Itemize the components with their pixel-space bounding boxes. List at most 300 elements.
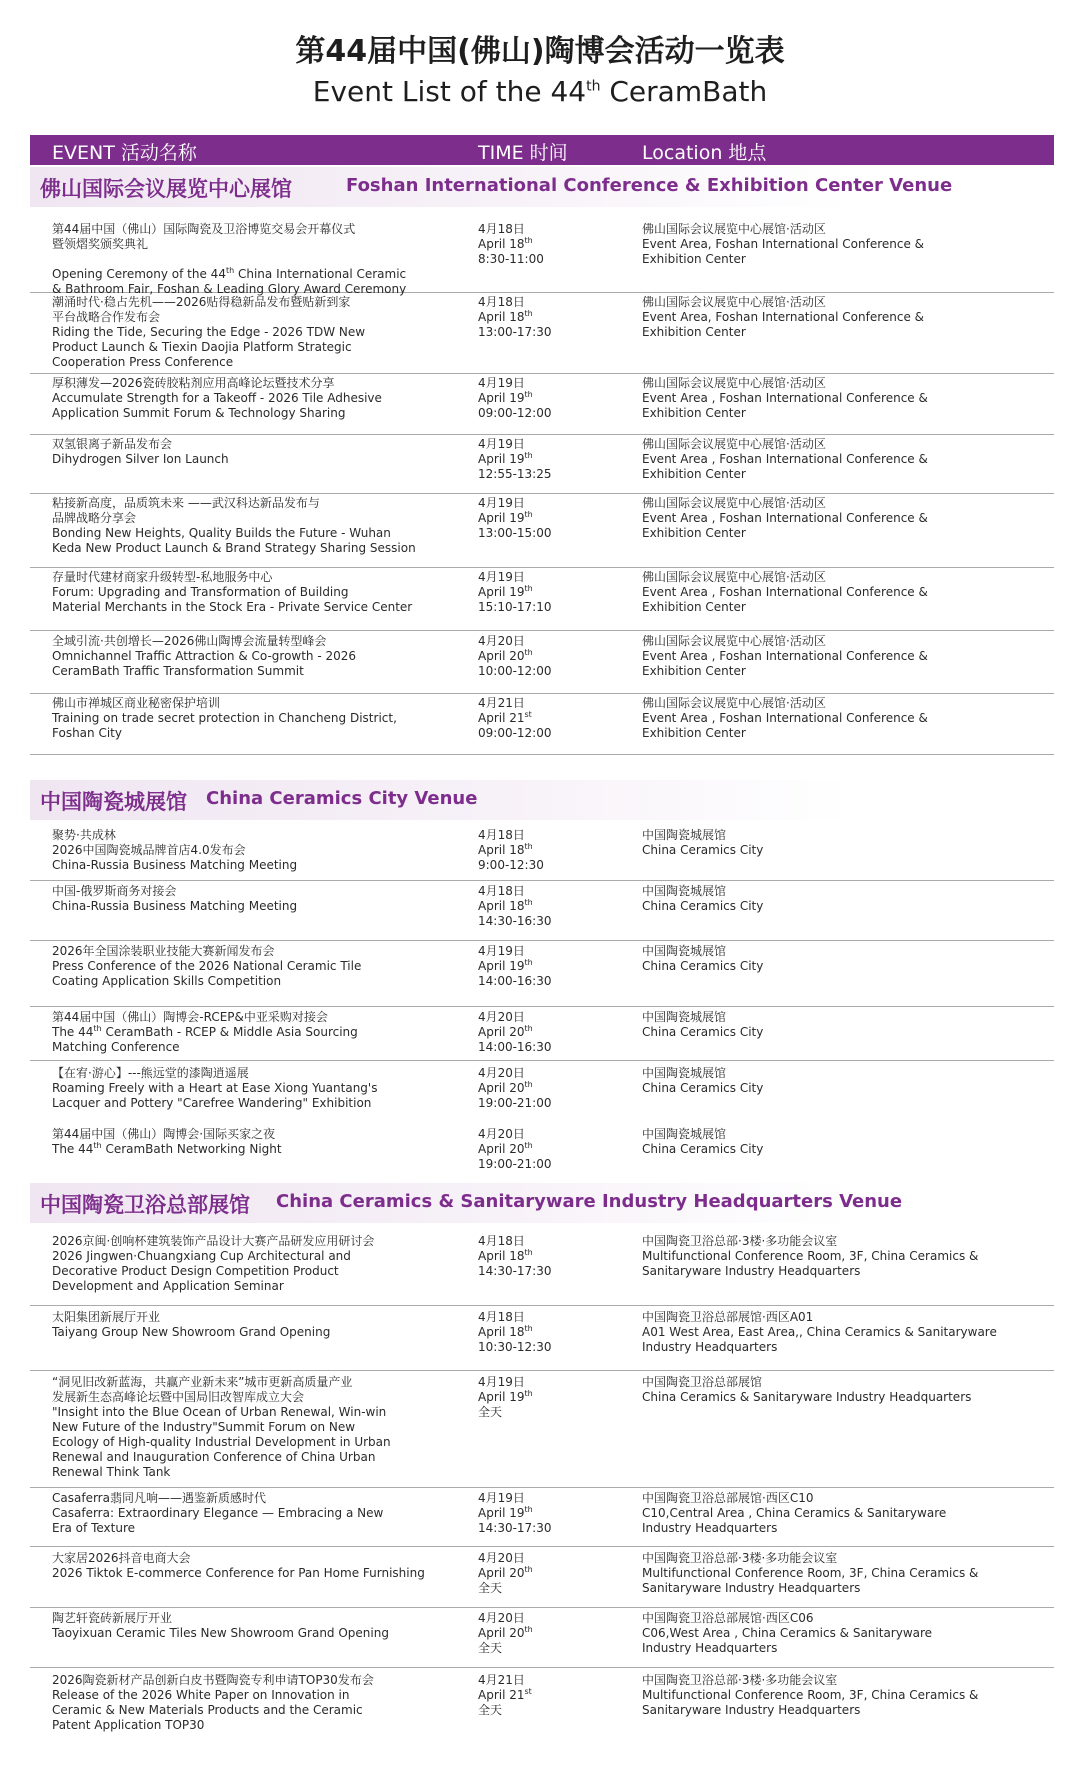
event-time bbox=[478, 295, 628, 340]
event-location-line: 中国陶瓷城展馆 bbox=[642, 828, 727, 842]
event-title-line: Casaferra翡同凡响——遇鉴新质感时代 bbox=[52, 1491, 266, 1505]
event-title-line: 平台战略合作发布会 bbox=[52, 310, 161, 324]
event-title-line: Renewal and Inauguration Conference of China Urban bbox=[52, 1450, 376, 1464]
header-location: Location 地点 bbox=[642, 142, 767, 164]
event-location-line: China Ceramics & Sanitaryware Industry Headquarters bbox=[642, 1390, 972, 1404]
event-title bbox=[52, 222, 442, 297]
text-fragment: April 19 bbox=[478, 391, 525, 405]
event-title-line: "Insight into the Blue Ocean of Urban Renewal, Win-win bbox=[52, 1405, 387, 1419]
event-time-line: 4月19日 bbox=[478, 570, 525, 584]
event-title bbox=[52, 1066, 442, 1111]
event-location-line: China Ceramics City bbox=[642, 959, 764, 973]
event-location-line: Exhibition Center bbox=[642, 664, 746, 678]
event-title-line: Foshan City bbox=[52, 726, 122, 740]
event-time-line bbox=[478, 711, 628, 726]
ordinal-superscript: th bbox=[524, 1625, 533, 1634]
event-location bbox=[642, 295, 1052, 340]
text-fragment: April 19 bbox=[478, 1390, 525, 1404]
event-title-line: Dihydrogen Silver Ion Launch bbox=[52, 452, 229, 466]
event-location-line: 中国陶瓷卫浴总部·3楼·多功能会议室 bbox=[642, 1673, 838, 1687]
event-location bbox=[642, 496, 1052, 541]
text-fragment: April 18 bbox=[478, 843, 525, 857]
table-row bbox=[30, 634, 1054, 694]
event-title-line: 2026 Jingwen·Chuangxiang Cup Architectural and bbox=[52, 1249, 351, 1263]
event-title-line: Ecology of High-quality Industrial Development in Urban bbox=[52, 1435, 391, 1449]
event-time bbox=[478, 884, 628, 929]
event-title-line: Matching Conference bbox=[52, 1040, 180, 1054]
table-row bbox=[30, 1234, 1054, 1306]
ordinal-superscript: th bbox=[524, 1141, 533, 1150]
table-row bbox=[30, 1375, 1054, 1488]
event-time bbox=[478, 1491, 628, 1536]
event-time bbox=[478, 222, 628, 267]
venue-title-en: China Ceramics City Venue bbox=[206, 788, 478, 809]
event-time bbox=[478, 944, 628, 989]
event-title-line: 聚势·共成林 bbox=[52, 828, 116, 842]
ordinal-superscript: th bbox=[524, 842, 533, 851]
event-location-line: Event Area, Foshan International Conference & bbox=[642, 237, 925, 251]
event-location bbox=[642, 1611, 1052, 1656]
event-title-line: Training on trade secret protection in Chancheng District, bbox=[52, 711, 397, 725]
event-location-line: Event Area , Foshan International Conference & bbox=[642, 585, 928, 599]
text-fragment: April 19 bbox=[478, 959, 525, 973]
event-title bbox=[52, 884, 442, 914]
event-time bbox=[478, 437, 628, 482]
event-title-line: 太阳集团新展厅开业 bbox=[52, 1310, 161, 1324]
event-title-line bbox=[52, 1142, 442, 1157]
ordinal-superscript: th bbox=[524, 236, 533, 245]
event-time-line: 9:00-12:30 bbox=[478, 858, 544, 872]
table-row bbox=[30, 1611, 1054, 1668]
event-time-line: 4月19日 bbox=[478, 944, 525, 958]
ordinal-superscript: th bbox=[524, 1024, 533, 1033]
text-fragment: April 20 bbox=[478, 1025, 525, 1039]
event-location-line: 中国陶瓷城展馆 bbox=[642, 884, 727, 898]
event-title-line: 中国-俄罗斯商务对接会 bbox=[52, 884, 177, 898]
event-title-line: Forum: Upgrading and Transformation of Building bbox=[52, 585, 349, 599]
table-row bbox=[30, 1066, 1054, 1124]
event-time-line bbox=[478, 310, 628, 325]
event-title-line: Decorative Product Design Competition Product bbox=[52, 1264, 339, 1278]
event-time bbox=[478, 1010, 628, 1055]
event-time-line bbox=[478, 1506, 628, 1521]
event-location-line: Sanitaryware Industry Headquarters bbox=[642, 1581, 861, 1595]
event-time-line: 4月18日 bbox=[478, 828, 525, 842]
event-time bbox=[478, 634, 628, 679]
event-title-line bbox=[52, 252, 442, 267]
event-time-line: 4月19日 bbox=[478, 496, 525, 510]
event-location-line: China Ceramics City bbox=[642, 843, 764, 857]
event-title-line: China-Russia Business Matching Meeting bbox=[52, 899, 298, 913]
table-row bbox=[30, 1310, 1054, 1371]
event-title-line bbox=[52, 267, 442, 282]
event-title bbox=[52, 1375, 442, 1480]
text-fragment: April 19 bbox=[478, 585, 525, 599]
event-time-line: 全天 bbox=[478, 1581, 503, 1595]
event-location bbox=[642, 944, 1052, 974]
event-location-line: 佛山国际会议展览中心展馆·活动区 bbox=[642, 570, 826, 584]
event-time-line: 4月18日 bbox=[478, 1310, 525, 1324]
subtitle-suffix: CeramBath bbox=[600, 75, 768, 108]
table-row bbox=[30, 1010, 1054, 1061]
ordinal-superscript: th bbox=[524, 451, 533, 460]
event-title-line: Product Launch & Tiexin Daojia Platform Strategic bbox=[52, 340, 352, 354]
event-title-line: 2026年全国涂装职业技能大赛新闻发布会 bbox=[52, 944, 275, 958]
ordinal-superscript: th bbox=[524, 1565, 533, 1574]
event-title-line: Taoyixuan Ceramic Tiles New Showroom Grand Opening bbox=[52, 1626, 389, 1640]
event-time bbox=[478, 1611, 628, 1656]
ordinal-superscript: th bbox=[524, 584, 533, 593]
event-location-line: 佛山国际会议展览中心展馆·活动区 bbox=[642, 696, 826, 710]
event-location-line: Event Area , Foshan International Conference & bbox=[642, 452, 928, 466]
event-title-line: Lacquer and Pottery "Carefree Wandering" Exhibition bbox=[52, 1096, 372, 1110]
event-title-line: Application Summit Forum & Technology Sharing bbox=[52, 406, 346, 420]
event-location-line: Industry Headquarters bbox=[642, 1340, 778, 1354]
event-title-line: New Future of the Industry"Summit Forum on New bbox=[52, 1420, 356, 1434]
table-row bbox=[30, 884, 1054, 941]
event-time bbox=[478, 1127, 628, 1172]
event-time-line: 4月21日 bbox=[478, 1673, 525, 1687]
event-time bbox=[478, 376, 628, 421]
event-time bbox=[478, 1310, 628, 1355]
event-location bbox=[642, 634, 1052, 679]
event-title-line: 全域引流·共创增长—2026佛山陶博会流量转型峰会 bbox=[52, 634, 327, 648]
event-time-line: 14:30-16:30 bbox=[478, 914, 552, 928]
table-row bbox=[30, 496, 1054, 568]
event-time-line: 4月19日 bbox=[478, 376, 525, 390]
event-location-line: Exhibition Center bbox=[642, 406, 746, 420]
event-time-line bbox=[478, 649, 628, 664]
event-title-line: 2026陶瓷新材产品创新白皮书暨陶瓷专利申请TOP30发布会 bbox=[52, 1673, 374, 1687]
event-location bbox=[642, 1310, 1052, 1355]
ordinal-superscript: th bbox=[524, 1389, 533, 1398]
event-time-line bbox=[478, 1390, 628, 1405]
event-time bbox=[478, 1066, 628, 1111]
event-time-line: 4月20日 bbox=[478, 1010, 525, 1024]
event-time bbox=[478, 1551, 628, 1596]
ordinal-superscript: th bbox=[524, 309, 533, 318]
text-fragment: April 20 bbox=[478, 1566, 525, 1580]
event-time-line: 10:30-12:30 bbox=[478, 1340, 552, 1354]
header-time: TIME 时间 bbox=[478, 142, 568, 164]
text-fragment: Opening Ceremony of the 44 bbox=[52, 267, 226, 281]
ordinal-superscript: th bbox=[93, 1024, 102, 1033]
ordinal-superscript: th bbox=[524, 898, 533, 907]
event-title bbox=[52, 1673, 442, 1733]
event-title-line: Bonding New Heights, Quality Builds the Future - Wuhan bbox=[52, 526, 391, 540]
event-title-line: Taiyang Group New Showroom Grand Opening bbox=[52, 1325, 331, 1339]
event-location-line: 中国陶瓷卫浴总部·3楼·多功能会议室 bbox=[642, 1551, 838, 1565]
event-title-line: 第44届中国（佛山）国际陶瓷及卫浴博览交易会开幕仪式 bbox=[52, 222, 356, 236]
event-time-line: 4月18日 bbox=[478, 295, 525, 309]
event-time-line: 19:00-21:00 bbox=[478, 1096, 552, 1110]
text-fragment: April 19 bbox=[478, 511, 525, 525]
event-time-line: 4月20日 bbox=[478, 1611, 525, 1625]
event-title-line: 大家居2026抖音电商大会 bbox=[52, 1551, 191, 1565]
event-time-line bbox=[478, 391, 628, 406]
ordinal-superscript: st bbox=[524, 1687, 532, 1696]
ordinal-superscript: th bbox=[524, 390, 533, 399]
event-title-line: Development and Application Seminar bbox=[52, 1279, 284, 1293]
event-title-line: & Bathroom Fair, Foshan & Leading Glory Award Ceremony bbox=[52, 282, 407, 296]
event-location-line: Multifunctional Conference Room, 3F, China Ceramics & bbox=[642, 1688, 979, 1702]
venue-ceramics-city bbox=[30, 780, 1054, 820]
event-title-line: Roaming Freely with a Heart at Ease Xiong Yuantang's bbox=[52, 1081, 378, 1095]
event-location-line: 佛山国际会议展览中心展馆·活动区 bbox=[642, 634, 826, 648]
event-location-line: Event Area , Foshan International Conference & bbox=[642, 649, 928, 663]
event-title bbox=[52, 376, 442, 421]
table-row bbox=[30, 376, 1054, 435]
event-time-line: 19:00-21:00 bbox=[478, 1157, 552, 1171]
event-title-line: 2026京闽·创响杯建筑装饰产品设计大赛产品研发应用研讨会 bbox=[52, 1234, 375, 1248]
venue-foshan bbox=[30, 167, 1054, 207]
text-fragment: April 18 bbox=[478, 1325, 525, 1339]
event-location-line: 中国陶瓷卫浴总部展馆·西区A01 bbox=[642, 1310, 814, 1324]
event-title-line: Coating Application Skills Competition bbox=[52, 974, 282, 988]
event-title-line: “洞见旧改新蓝海，共赢产业新未来”城市更新高质量产业 bbox=[52, 1375, 353, 1389]
event-location bbox=[642, 437, 1052, 482]
text-fragment: April 21 bbox=[478, 1688, 525, 1702]
event-time-line: 14:30-17:30 bbox=[478, 1264, 552, 1278]
ordinal-superscript: th bbox=[524, 510, 533, 519]
event-title-line: Cooperation Press Conference bbox=[52, 355, 234, 369]
event-time-line: 全天 bbox=[478, 1641, 503, 1655]
event-title-line: 潮涌时代·稳占先机——2026贴得稳新品发布暨贴新到家 bbox=[52, 295, 351, 309]
event-location-line: Sanitaryware Industry Headquarters bbox=[642, 1264, 861, 1278]
ordinal-superscript: th bbox=[524, 648, 533, 657]
text-fragment: April 20 bbox=[478, 1626, 525, 1640]
header-event: EVENT 活动名称 bbox=[52, 142, 197, 164]
event-time bbox=[478, 1234, 628, 1279]
event-location bbox=[642, 1127, 1052, 1157]
event-location-line: 佛山国际会议展览中心展馆·活动区 bbox=[642, 295, 826, 309]
event-location bbox=[642, 828, 1052, 858]
event-title-line: Riding the Tide, Securing the Edge - 2026 TDW New bbox=[52, 325, 366, 339]
event-time-line bbox=[478, 1626, 628, 1641]
event-title-line: Era of Texture bbox=[52, 1521, 135, 1535]
event-location-line: China Ceramics City bbox=[642, 899, 764, 913]
event-time-line: 4月18日 bbox=[478, 222, 525, 236]
event-title bbox=[52, 944, 442, 989]
text-fragment: The 44 bbox=[52, 1025, 94, 1039]
event-title-line: Accumulate Strength for a Takeoff - 2026 Tile Adhesive bbox=[52, 391, 382, 405]
text-fragment: April 18 bbox=[478, 1249, 525, 1263]
text-fragment: April 20 bbox=[478, 649, 525, 663]
event-time-line: 09:00-12:00 bbox=[478, 726, 552, 740]
event-time-line: 09:00-12:00 bbox=[478, 406, 552, 420]
event-time-line: 14:00-16:30 bbox=[478, 1040, 552, 1054]
event-location-line: 佛山国际会议展览中心展馆·活动区 bbox=[642, 376, 826, 390]
text-fragment: April 20 bbox=[478, 1081, 525, 1095]
event-location-line: Exhibition Center bbox=[642, 526, 746, 540]
event-title bbox=[52, 295, 442, 370]
event-time-line: 4月20日 bbox=[478, 1127, 525, 1141]
ordinal-superscript: th bbox=[524, 958, 533, 967]
event-title bbox=[52, 570, 442, 615]
event-title-line bbox=[52, 1025, 442, 1040]
venue-title-cn: 佛山国际会议展览中心展馆 bbox=[40, 177, 292, 201]
event-title bbox=[52, 437, 442, 467]
event-location bbox=[642, 884, 1052, 914]
event-location-line: Event Area , Foshan International Conference & bbox=[642, 391, 928, 405]
event-title bbox=[52, 496, 442, 556]
event-time bbox=[478, 1673, 628, 1718]
event-time-line bbox=[478, 452, 628, 467]
table-row bbox=[30, 828, 1054, 881]
table-header bbox=[30, 135, 1054, 165]
event-title-line: Casaferra: Extraordinary Elegance — Embracing a New bbox=[52, 1506, 384, 1520]
event-title-line: China-Russia Business Matching Meeting bbox=[52, 858, 298, 872]
event-title-line: 双氢银离子新品发布会 bbox=[52, 437, 173, 451]
event-location-line: 中国陶瓷城展馆 bbox=[642, 1010, 727, 1024]
venue-title-en: China Ceramics & Sanitaryware Industry Headquarters Venue bbox=[276, 1191, 903, 1212]
event-title-line: 2026中国陶瓷城品牌首店4.0发布会 bbox=[52, 843, 246, 857]
event-location-line: Multifunctional Conference Room, 3F, China Ceramics & bbox=[642, 1566, 979, 1580]
ordinal-superscript: th bbox=[524, 1248, 533, 1257]
event-time-line bbox=[478, 237, 628, 252]
event-location-line: 中国陶瓷卫浴总部展馆·西区C06 bbox=[642, 1611, 814, 1625]
table-row bbox=[30, 1551, 1054, 1608]
event-title bbox=[52, 1611, 442, 1641]
event-time bbox=[478, 828, 628, 873]
page-subtitle bbox=[0, 74, 1080, 110]
page-title: 第44届中国(佛山)陶博会活动一览表 bbox=[295, 34, 785, 69]
event-location bbox=[642, 1491, 1052, 1536]
event-location bbox=[642, 222, 1052, 267]
event-time bbox=[478, 1375, 628, 1420]
table-row bbox=[30, 1673, 1054, 1747]
event-location bbox=[642, 1010, 1052, 1040]
event-title-line: 【在宥·游心】---熊远堂的漆陶逍遥展 bbox=[52, 1066, 249, 1080]
event-time bbox=[478, 496, 628, 541]
event-title-line: CeramBath Traffic Transformation Summit bbox=[52, 664, 304, 678]
event-title-line: Ceramic & New Materials Products and the Ceramic bbox=[52, 1703, 363, 1717]
event-time-line: 4月20日 bbox=[478, 634, 525, 648]
table-row bbox=[30, 295, 1054, 374]
event-time-line: 13:00-17:30 bbox=[478, 325, 552, 339]
event-location-line: 中国陶瓷城展馆 bbox=[642, 1127, 727, 1141]
event-time-line: 4月20日 bbox=[478, 1551, 525, 1565]
event-title-line: Press Conference of the 2026 National Ceramic Tile bbox=[52, 959, 362, 973]
event-title-line: Omnichannel Traffic Attraction & Co-growth - 2026 bbox=[52, 649, 357, 663]
table-row bbox=[30, 1127, 1054, 1179]
event-location-line: C06,West Area , China Ceramics & Sanitaryware bbox=[642, 1626, 933, 1640]
event-location bbox=[642, 570, 1052, 615]
event-location-line: Industry Headquarters bbox=[642, 1641, 778, 1655]
subtitle-prefix: Event List of the 44 bbox=[312, 75, 587, 108]
event-location-line: China Ceramics City bbox=[642, 1081, 764, 1095]
event-location bbox=[642, 1234, 1052, 1279]
table-row bbox=[30, 696, 1054, 755]
text-fragment: April 19 bbox=[478, 1506, 525, 1520]
event-time-line bbox=[478, 1325, 628, 1340]
venue-title-cn: 中国陶瓷卫浴总部展馆 bbox=[40, 1193, 250, 1217]
text-fragment: CeramBath Networking Night bbox=[101, 1142, 282, 1156]
event-time-line: 15:10-17:10 bbox=[478, 600, 552, 614]
event-title-line: Release of the 2026 White Paper on Innovation in bbox=[52, 1688, 350, 1702]
event-time-line: 4月18日 bbox=[478, 1234, 525, 1248]
text-fragment: CeramBath - RCEP & Middle Asia Sourcing bbox=[101, 1025, 358, 1039]
event-time-line: 4月19日 bbox=[478, 1491, 525, 1505]
event-location-line: Industry Headquarters bbox=[642, 1521, 778, 1535]
ordinal-superscript: st bbox=[524, 710, 532, 719]
event-time-line bbox=[478, 511, 628, 526]
ordinal-superscript: th bbox=[524, 1324, 533, 1333]
event-title-line: 佛山市禅城区商业秘密保护培训 bbox=[52, 696, 221, 710]
event-time-line bbox=[478, 843, 628, 858]
event-location bbox=[642, 1375, 1052, 1405]
event-title bbox=[52, 1010, 442, 1055]
event-location-line: Exhibition Center bbox=[642, 600, 746, 614]
event-title-line: 第44届中国（佛山）陶博会-RCEP&中亚采购对接会 bbox=[52, 1010, 328, 1024]
event-location-line: A01 West Area, East Area,, China Ceramics & Sanitaryware bbox=[642, 1325, 997, 1339]
event-time-line: 4月19日 bbox=[478, 437, 525, 451]
venue-headquarters bbox=[30, 1183, 1054, 1223]
table-row bbox=[30, 944, 1054, 1007]
text-fragment: April 18 bbox=[478, 899, 525, 913]
event-title-line: 2026 Tiktok E-commerce Conference for Pan Home Furnishing bbox=[52, 1566, 425, 1580]
event-time-line: 4月18日 bbox=[478, 884, 525, 898]
event-location-line: 佛山国际会议展览中心展馆·活动区 bbox=[642, 496, 826, 510]
event-time-line bbox=[478, 899, 628, 914]
table-row bbox=[30, 222, 1054, 296]
event-title-line: Renewal Think Tank bbox=[52, 1465, 171, 1479]
event-location-line: Event Area , Foshan International Conference & bbox=[642, 711, 928, 725]
event-location-line: Event Area , Foshan International Conference & bbox=[642, 511, 928, 525]
event-title bbox=[52, 696, 442, 741]
event-location-line: China Ceramics City bbox=[642, 1025, 764, 1039]
event-location bbox=[642, 696, 1052, 741]
text-fragment: April 18 bbox=[478, 237, 525, 251]
event-location-line: Exhibition Center bbox=[642, 252, 746, 266]
table-row bbox=[30, 437, 1054, 494]
event-location-line: Exhibition Center bbox=[642, 467, 746, 481]
event-time-line: 4月19日 bbox=[478, 1375, 525, 1389]
text-fragment: China International Ceramic bbox=[234, 267, 407, 281]
event-time-line: 10:00-12:00 bbox=[478, 664, 552, 678]
ordinal-superscript: th bbox=[524, 1505, 533, 1514]
event-title-line: 陶艺轩瓷砖新展厅开业 bbox=[52, 1611, 173, 1625]
event-location-line: Exhibition Center bbox=[642, 726, 746, 740]
event-title bbox=[52, 1127, 442, 1157]
ordinal-superscript: th bbox=[225, 266, 235, 275]
event-location-line: Multifunctional Conference Room, 3F, China Ceramics & bbox=[642, 1249, 979, 1263]
venue-title-en: Foshan International Conference & Exhibition Center Venue bbox=[346, 175, 953, 196]
event-location bbox=[642, 1551, 1052, 1596]
text-fragment: The 44 bbox=[52, 1142, 94, 1156]
event-title-line: 品牌战略分享会 bbox=[52, 511, 137, 525]
event-title-line: 发展新生态高峰论坛暨中国局旧改智库成立大会 bbox=[52, 1390, 305, 1404]
event-time-line bbox=[478, 1688, 628, 1703]
event-location-line: Sanitaryware Industry Headquarters bbox=[642, 1703, 861, 1717]
event-title-line: 第44届中国（佛山）陶博会·国际买家之夜 bbox=[52, 1127, 276, 1141]
event-title-line: Keda New Product Launch & Brand Strategy Sharing Session bbox=[52, 541, 416, 555]
event-title-line: 粘接新高度，品质筑未来 ——武汉科达新品发布与 bbox=[52, 496, 320, 510]
event-title-line: 厚积薄发—2026瓷砖胶粘剂应用高峰论坛暨技术分享 bbox=[52, 376, 335, 390]
event-time bbox=[478, 570, 628, 615]
event-location-line: China Ceramics City bbox=[642, 1142, 764, 1156]
event-time-line: 全天 bbox=[478, 1405, 503, 1419]
table-row bbox=[30, 570, 1054, 631]
event-title-line: Patent Application TOP30 bbox=[52, 1718, 205, 1732]
event-location-line: 中国陶瓷卫浴总部展馆·西区C10 bbox=[642, 1491, 814, 1505]
event-location-line: 中国陶瓷卫浴总部展馆 bbox=[642, 1375, 763, 1389]
event-time-line bbox=[478, 1142, 628, 1157]
event-time-line: 4月20日 bbox=[478, 1066, 525, 1080]
event-location-line: C10,Central Area , China Ceramics & Sanitaryware bbox=[642, 1506, 947, 1520]
text-fragment: April 21 bbox=[478, 711, 525, 725]
event-title bbox=[52, 1551, 442, 1581]
